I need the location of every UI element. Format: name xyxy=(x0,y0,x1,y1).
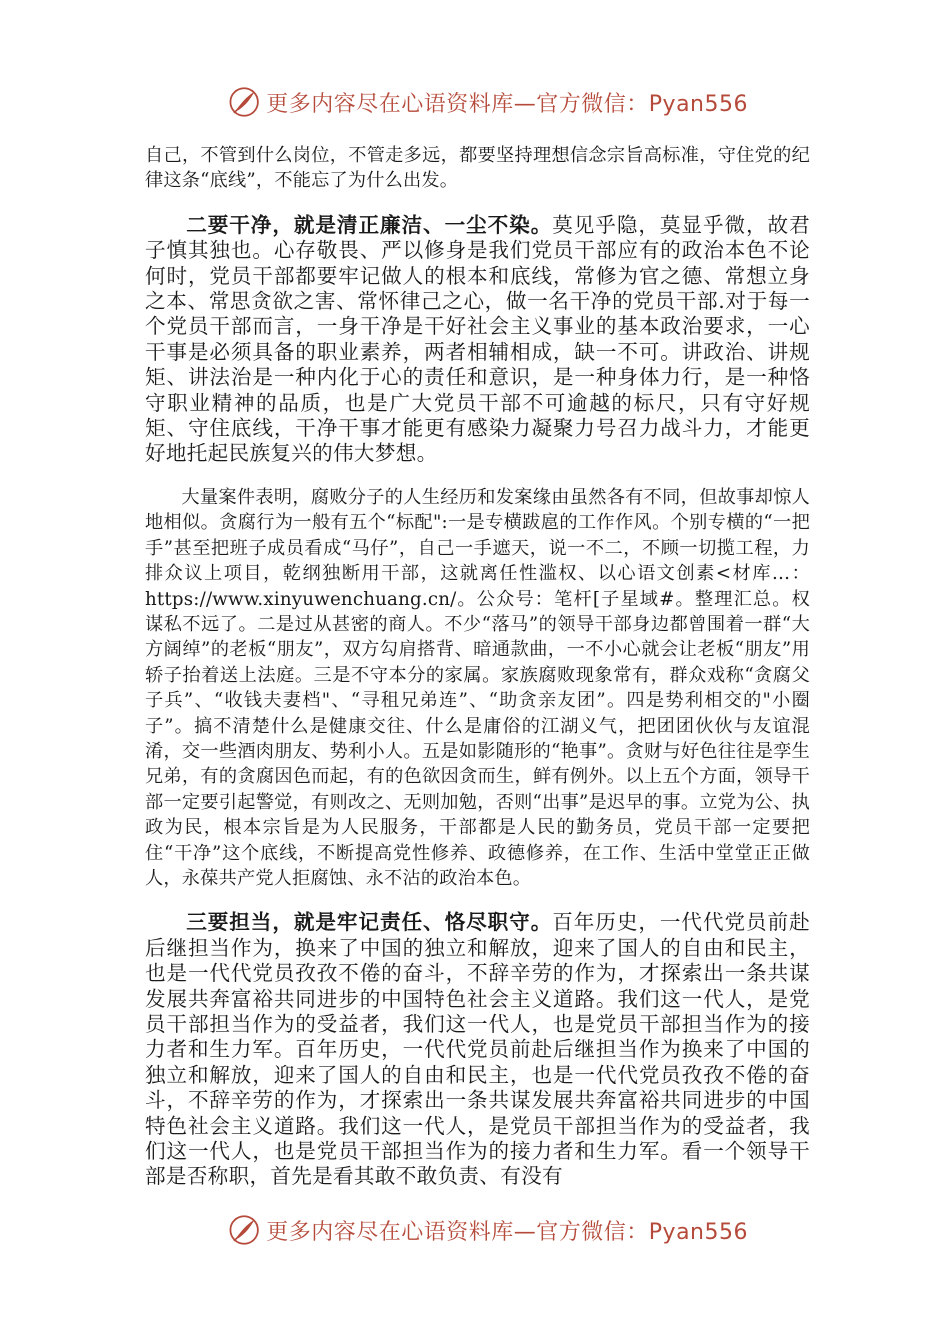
watermark-text: 更多内容尽在心语资料库—官方微信：Pyan556 xyxy=(266,1219,748,1245)
paragraph-1-body: 自己，不管到什么岗位，不管走多远，都要坚持理想信念宗旨高标准，守住党的纪律这条“底线”，不能忘了为什么出发。 xyxy=(145,145,810,192)
paragraph-1 xyxy=(145,143,810,194)
paragraph-3 xyxy=(145,485,810,892)
paragraph-2-body: 莫见乎隐，莫显乎微，故君子慎其独也。心存敬畏、严以修身是我们党员干部应有的政治本色不论何时，党员干部都要牢记做人的根本和底线，常修为官之德、常想立身之本、常思贪欲之害、常怀律己之心，做一名干净的党员干部.对于每一个党员干部而言，一身干净是干好社会主义事业的基本政治要求，一心干事是必须具备的职业素养，两者相辅相成，缺一不可。讲政治、讲规矩、讲法治是一种内化于心的责任和意识，是一种身体力行，是一种恪守职业精神的品质，也是广大党员干部不可逾越的标尺，只有守好规矩、守住底线，干净干事才能更有感染力凝聚力号召力战斗力，才能更好地托起民族复兴的伟大梦想。 xyxy=(145,212,810,466)
paragraph-2-heading: 二要干净，就是清正廉洁、一尘不染。 xyxy=(186,212,553,237)
paragraph-4 xyxy=(145,910,810,1189)
paragraph-4-heading: 三要担当，就是牢记责任、恪尽职守。 xyxy=(186,910,553,935)
watermark-banner-bottom xyxy=(228,1210,748,1250)
quill-pen-logo-icon xyxy=(228,1211,260,1249)
quill-pen-logo-icon xyxy=(228,83,260,121)
document-body xyxy=(145,143,810,1190)
watermark-text: 更多内容尽在心语资料库—官方微信：Pyan556 xyxy=(266,91,748,117)
paragraph-3-body: 大量案件表明，腐败分子的人生经历和发案缘由虽然各有不同，但故事却惊人地相似。贪腐行为一般有五个“标配":一是专横跋扈的工作作风。个别专横的“一把手”甚至把班子成员看成“马仔”，自己一手遮天，说一不二，不顾一切揽工程，力排众议上项目，乾纲独断用干部，这就离任性滥权、以心语文创素<材库…：https://www.xinyuwenchuang.cn/。公众号：笔杆[子星域#。整理汇总。权谋私不远了。二是过从甚密的商人。不少“落马”的领导干部身边都曾围着一群“大方阔绰”的老板“朋友”，双方勾肩搭背、暗通款曲，一不小心就会让老板“朋友”用轿子抬着送上法庭。三是不守本分的家属。家族腐败现象常有，群众戏称“贪腐父子兵”、“收钱夫妻档"、“寻租兄弟连”、“助贪亲友团”。四是势利相交的"小圈子”。搞不清楚什么是健康交往、什么是庸俗的江湖义气，把团团伙伙与友谊混淆，交一些酒肉朋友、势利小人。五是如影随形的“艳事”。贪财与好色往往是孪生兄弟，有的贪腐因色而起，有的色欲因贪而生，鲜有例外。以上五个方面，领导干部一定要引起警觉，有则改之、无则加勉，否则“出事”是迟早的事。立党为公、执政为民，根本宗旨是为人民服务，干部都是人民的勤务员，党员干部一定要把住“干净”这个底线，不断提高党性修养、政德修养，在工作、生活中堂堂正正做人，永葆共产党人拒腐蚀、永不沾的政治本色。 xyxy=(145,486,810,889)
watermark-banner-top xyxy=(228,82,748,122)
paragraph-2 xyxy=(145,213,810,467)
paragraph-4-body: 百年历史，一代代党员前赴后继担当作为，换来了中国的独立和解放，迎来了国人的自由和民主，也是一代代党员孜孜不倦的奋斗，不辞辛劳的作为，才探索出一条共谋发展共奔富裕共同进步的中国特色社会主义道路。我们这一代人，是党员干部担当作为的受益者，我们这一代人，也是党员干部担当作为的接力者和生力军。百年历史，一代代党员前赴后继担当作为换来了中国的独立和解放，迎来了国人的自由和民主，也是一代代党员孜孜不倦的奋斗，不辞辛劳的作为，才探索出一条共谋发展共奔富裕共同进步的中国特色社会主义道路。我们这一代人，是党员干部担当作为的受益者，我们这一代人，也是党员干部担当作为的接力者和生力军。看一个领导干部是否称职，首先是看其敢不敢负责、有没有 xyxy=(145,910,810,1189)
